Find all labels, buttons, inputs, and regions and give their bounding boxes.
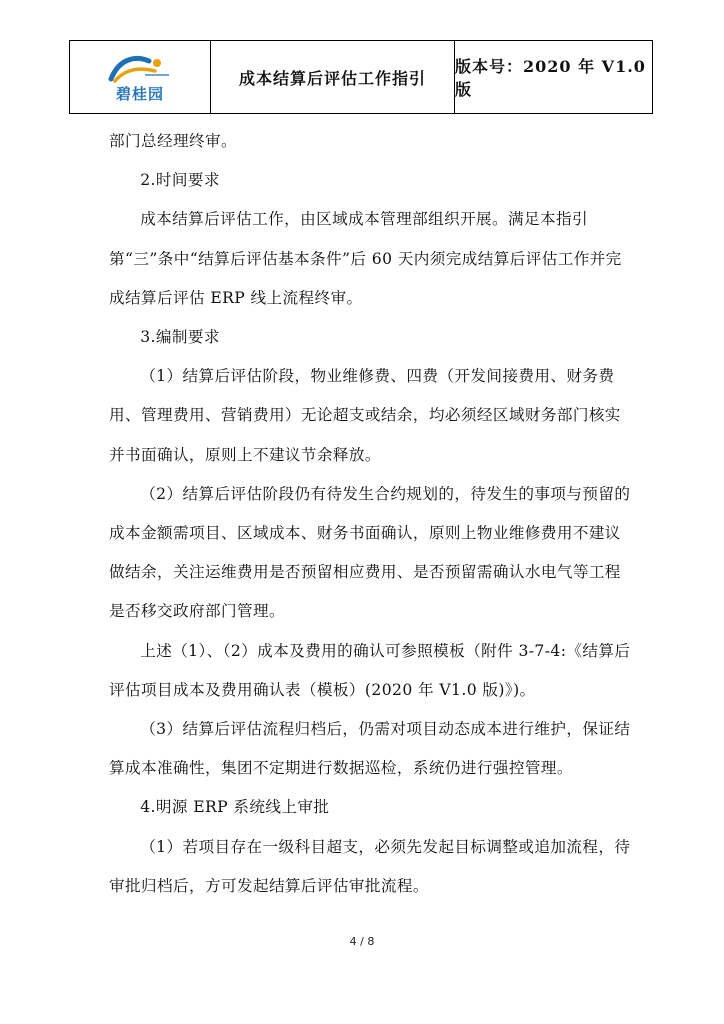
page-number: 4 / 8 xyxy=(349,935,375,948)
paragraph: （2）结算后评估阶段仍有待发生合约规划的，待发生的事项与预留的成本金额需项目、区域成本、财务书面确认，原则上物业维修费用不建议做结余，关注运维费用是否预留相应费用、是否预留需确认水电气等工程是否移交政府部门管理。 xyxy=(109,484,631,621)
logo-text: 碧桂园 xyxy=(115,84,164,103)
paragraph: （1）结算后评估阶段，物业维修费、四费（开发间接费用、财务费用、管理费用、营销费用）无论超支或结余，均必须经区域财务部门核实并书面确认，原则上不建议节余释放。 xyxy=(109,367,621,464)
paragraph: （3）结算后评估流程归档后，仍需对项目动态成本进行维护，保证结算成本准确性，集团不定期进行数据巡检，系统仍进行强控管理。 xyxy=(109,720,631,778)
document-title: 成本结算后评估工作指引 xyxy=(210,41,454,113)
logo-cell xyxy=(70,41,210,113)
paragraph: 2.时间要求 xyxy=(140,171,220,190)
paragraph: 4.明源 ERP 系统线上审批 xyxy=(140,798,330,817)
version-label: 版本号：2020 年 V1.0 版 xyxy=(454,41,652,113)
paragraph: 成本结算后评估工作，由区域成本管理部组织开展。满足本指引第“三”条中“结算后评估基本条件”后 60 天内须完成结算后评估工作并完成结算后评估 ERP 线上流程终审。 xyxy=(109,210,622,307)
company-logo-icon xyxy=(105,51,175,85)
paragraph: 上述（1）、（2）成本及费用的确认可参照模板（附件 3-7-4:《结算后评估项目成本及费用确认表（模板）(2020 年 V1.0 版)》)。 xyxy=(109,641,631,699)
document-body xyxy=(109,122,631,906)
paragraph: （1）若项目存在一级科目超支，必须先发起目标调整或追加流程，待审批归档后，方可发起结算后评估审批流程。 xyxy=(109,837,631,895)
paragraph: 3.编制要求 xyxy=(140,328,220,347)
paragraph: 部门总经理终审。 xyxy=(109,132,237,150)
document-header xyxy=(69,40,653,114)
